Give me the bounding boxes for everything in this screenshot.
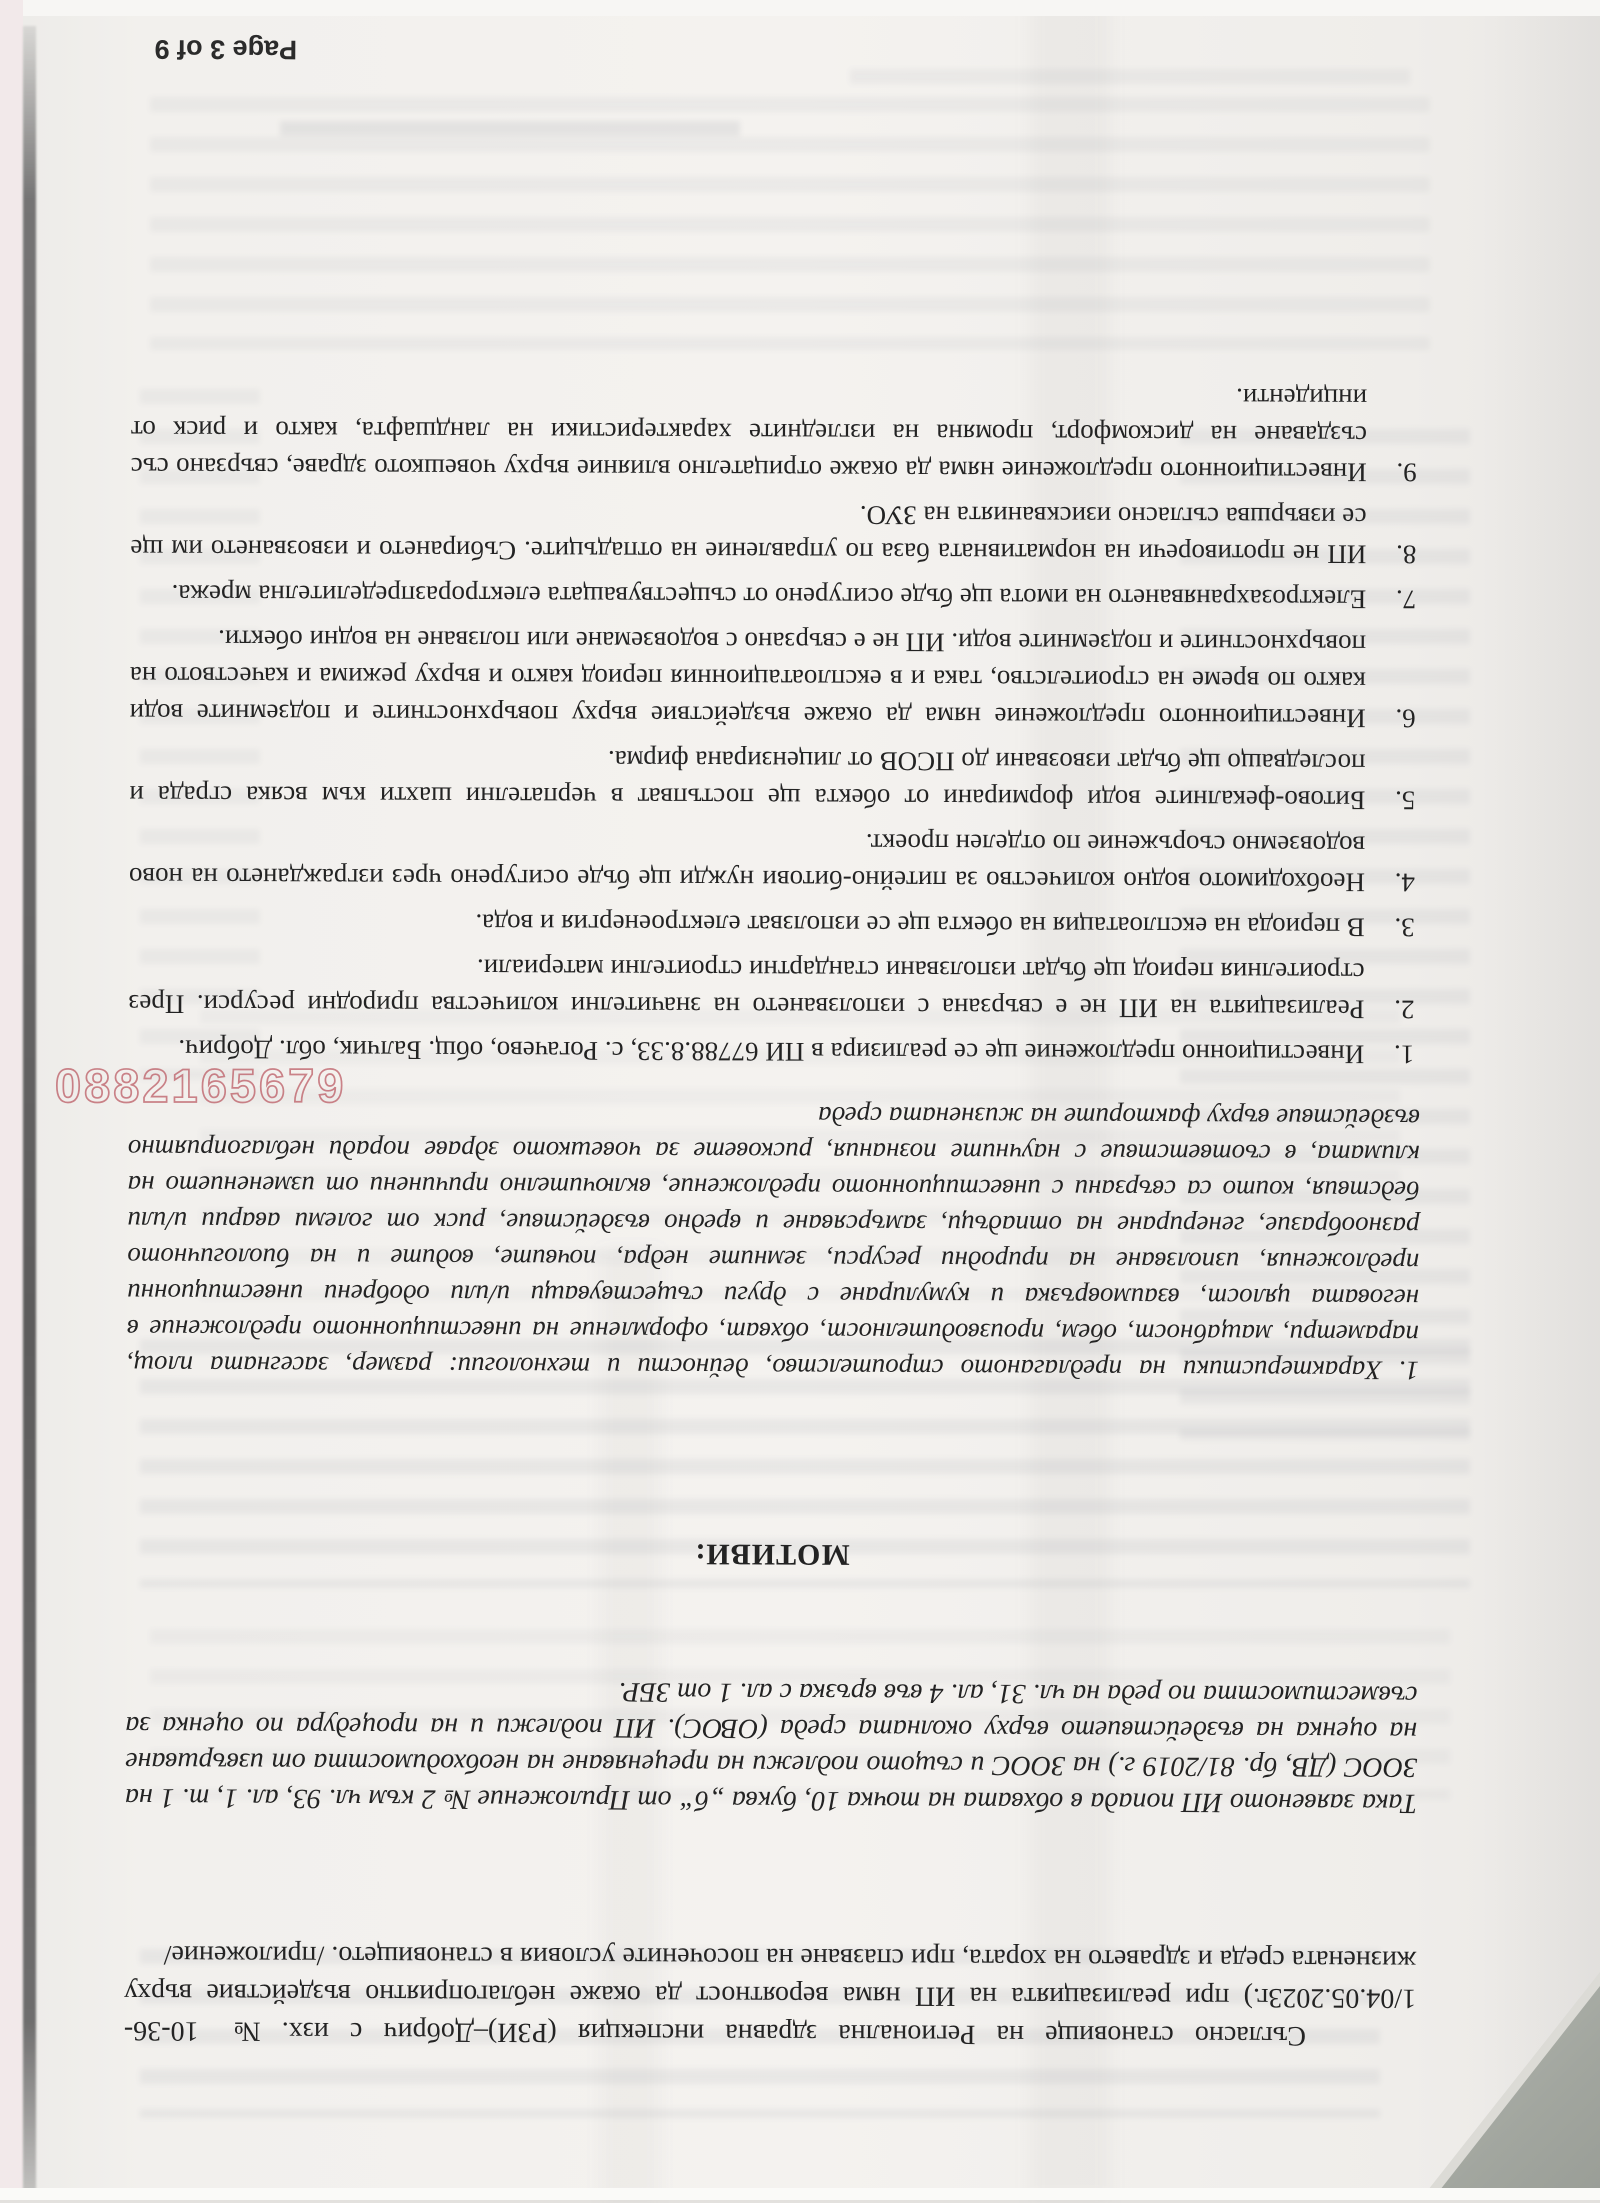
list-item-6: Инвестиционното предложение няма да окаже въздействие върху повърхностните и подземните води както по време на строителство, така и в експлоатационния период както и върху режима и качеството на повърхностните и подземните води. ИП не е свързано с водовземане или ползване на водни обекти.: [129, 624, 1367, 734]
motives-heading: МОТИВИ:: [694, 1537, 850, 1572]
phone-watermark: 0882165679: [55, 1059, 347, 1112]
list-item-1: Инвестиционно предложение ще се реализира в ПИ 67788.8.33, с. Рогачево, общ. Балчик, обл. Добрич.: [178, 1034, 1365, 1070]
list-item-4: Необходимото водно количество за питейно-битови нужди ще бъде осигурено чрез изграждането на ново водовземно съоръжение по отделен проект.: [128, 828, 1366, 898]
list-item-2: Реализацията на ИП не е свързана с използването на значителни количества природни ресурси. През строителния период ще бъдат използвани стандартни строителни материали.: [128, 953, 1365, 1025]
list-item-3: В периода на експлоатация на обекта ще се използват електроенергия и вода.: [475, 908, 1365, 943]
motives-list: [128, 374, 1423, 1073]
page-footer: Page 3 of 9: [154, 34, 298, 65]
characteristics-paragraph: 1. Характеристики на предлаганото строителство, дейности и технологии: размер, засегната площ, параметри, мащабност, обем, производителност, обхват, оформление на инвестиционното предложение в неговата цялост, взаимовръзка и кумулиране с други съществуващи и/или одобрени инвестиционни предложения, използване на природни ресурси, земните недра, почвите, водите и на биологичното разнообразие, генериране на отпадъци, замърсяване и вредно въздействие, риск от големи аварии и/или бедствия, които са свързани с инвестиционното предложение, включително причинени от изменението на климата, в съответствие с научните познания, рисковете за човешкото здраве поради неблагоприятно въздействие върху факторите на жизнената среда: [126, 1101, 1420, 1386]
document-content: [123, 366, 1423, 2203]
scope-paragraph: Така заявеното ИП попада в обхвата на точка 10, буква „б“ от Приложение № 2 към чл. 93, ал. 1, т. 1 на ЗООС (ДВ, бр. 81/2019 г.) на ЗООС и същото подлежи на преценяване на необходимостта от извършване на оценка на въздействието върху околната среда (ОВОС). ИП подлежи и на процедура по оценка за съвместимостта по реда на чл. 31, ал. 4 във връзка с ал. 1 от ЗБР.: [124, 1676, 1418, 1819]
intro-paragraph: Съгласно становище на Регионална здравна инспекция (РЗИ)–Добрич с изх. № 10-36-1/04.05.2023г.) при реализацията на ИП няма вероятност да окаже неблагоприятно въздействие върху жизнената среда и здравето на хората, при спазване на посочените условия в становището. /приложение/: [123, 1939, 1417, 2052]
list-item-8: ИП не противоречи на нормативната база по управление на отпадъците. Събирането и извозването им ще се извършва съгласно изискванията на ЗУО.: [130, 500, 1367, 570]
list-item-9: Инвестиционното предложение няма да окаже отрицателно влияние върху човешкото здраве, свързано със създаване на дискомфорт, промяна на изгледните характеристики на ландшафта, както и риск от инциденти.: [130, 382, 1368, 488]
scan-left-margin: [0, 0, 23, 2200]
scan-bottom-edge: [0, 2188, 1600, 2200]
scanner-shadow-line: [23, 26, 36, 2194]
list-item-7: Електрозахраняването на имота ще бъде осигурено от съществуващата електроразпределителна мрежа.: [171, 579, 1367, 615]
list-item-5: Битово-фекалните води формирани от обекта ще постъпват в черпателни шахти към всяка сграда и последващо ще бъдат извозвани до ПСОВ от лицензирана фирма.: [129, 745, 1366, 816]
